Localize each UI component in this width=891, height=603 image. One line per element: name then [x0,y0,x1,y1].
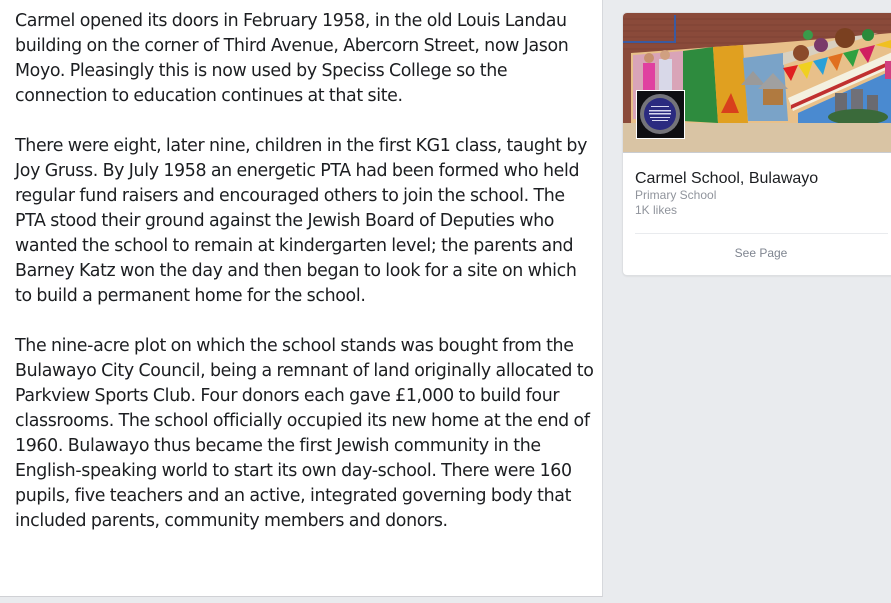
card-divider [635,233,888,234]
page-preview-card[interactable] [623,13,891,275]
article-paragraph-3: The nine-acre plot on which the school stands was bought from the Bulawayo City Council, being a remnant of land originally allocated to Parkview Sports Club. Four donors each gave £1,000 to build four classrooms. The school officially occupied its new home at the end of 1960. Bulawayo thus became the first Jewish community in the English-speaking world to start its own day-school. There were 160 pupils, five teachers and an active, integrated governing body that included parents, community members and donors. [15,336,594,531]
article-paragraph-1: Carmel opened its doors in February 1958, in the old Louis Landau building on the corner of Third Avenue, Abercorn Street, now Jason Moyo. Pleasingly this is now used by Speciss College so the connection to education continues at that site. [15,11,569,106]
page-likes-count: 1K likes [635,203,678,217]
article-paragraph-2: There were eight, later nine, children in the first KG1 class, taught by Joy Gruss. By July 1958 an energetic PTA had been formed who held regular fund raisers and encouraged others to join the school. The PTA stood their ground against the Jewish Board of Deputies who wanted the school to remain at kindergarten level; the parents and Barney Katz won the day and then began to look for a site on which to build a permanent home for the school. [15,136,588,306]
see-page-button[interactable]: See Page [734,246,788,260]
page-profile-picture[interactable] [636,90,685,139]
page-info [635,169,818,218]
article-body [15,9,595,559]
page-category: Primary School [635,188,717,202]
page-name[interactable]: Carmel School, Bulawayo [635,170,819,187]
cover-photo[interactable] [623,13,891,153]
